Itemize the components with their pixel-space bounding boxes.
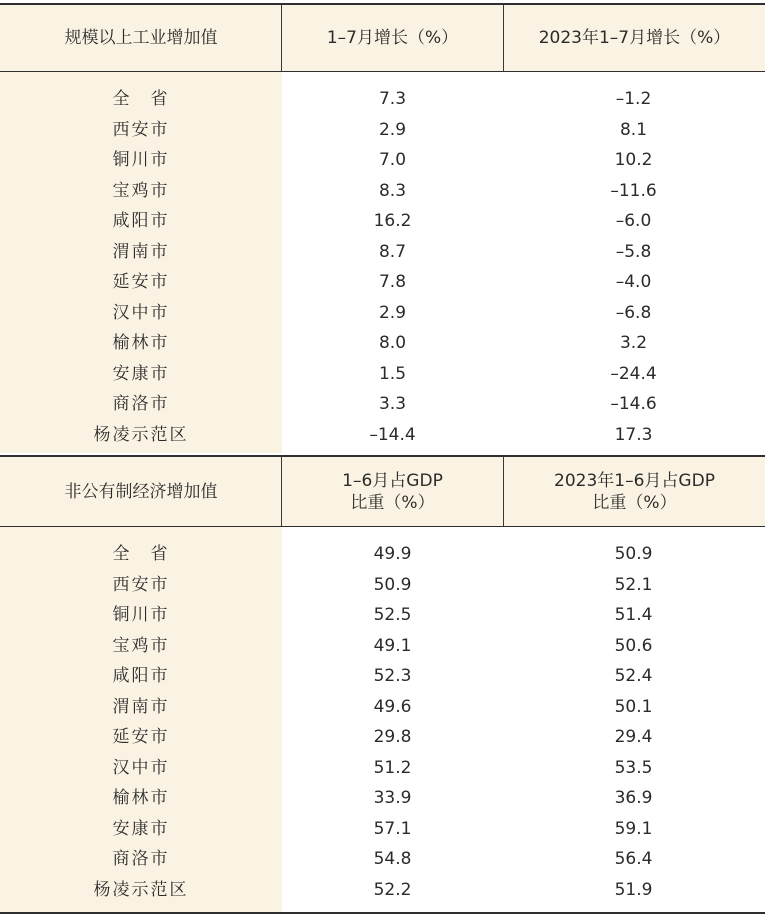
share-value: 49.6 bbox=[373, 696, 412, 717]
share-value: 52.2 bbox=[373, 879, 412, 900]
table-row bbox=[0, 570, 765, 601]
share-value: 51.2 bbox=[373, 757, 412, 778]
share-value: 57.1 bbox=[373, 818, 412, 839]
table1-header-growth bbox=[282, 5, 503, 71]
growth-value: 8.7 bbox=[378, 241, 407, 262]
growth-2023-value: –5.8 bbox=[615, 241, 652, 262]
growth-2023-value: –6.8 bbox=[615, 302, 652, 323]
table-row bbox=[0, 420, 765, 451]
table1-header-indicator-text: 规模以上工业增加值 bbox=[64, 28, 218, 48]
table2-body bbox=[0, 527, 765, 912]
table2-header-indicator-text: 非公有制经济增加值 bbox=[64, 481, 218, 502]
table1-header bbox=[0, 5, 765, 71]
share-2023-value: 52.4 bbox=[614, 666, 653, 686]
region-name: 榆林市 bbox=[112, 788, 170, 808]
share-value: 54.8 bbox=[373, 849, 412, 869]
table-row bbox=[0, 875, 765, 906]
region-name: 铜川市 bbox=[112, 150, 170, 170]
table1-body bbox=[0, 72, 765, 453]
region-name: 杨凌示范区 bbox=[93, 424, 189, 445]
region-name: 榆林市 bbox=[112, 333, 170, 353]
table-row bbox=[0, 176, 765, 207]
share-2023-value: 29.4 bbox=[614, 727, 653, 747]
growth-value: 8.3 bbox=[378, 180, 407, 201]
table-row bbox=[0, 328, 765, 359]
region-name: 商洛市 bbox=[112, 394, 170, 414]
region-name: 咸阳市 bbox=[112, 211, 170, 231]
region-name: 西安市 bbox=[112, 574, 170, 595]
table-row bbox=[0, 631, 765, 662]
share-2023-value: 36.9 bbox=[614, 788, 653, 808]
growth-2023-value: –24.4 bbox=[610, 363, 657, 384]
table1-header-growth-2023 bbox=[504, 5, 765, 71]
region-name: 宝鸡市 bbox=[112, 635, 170, 656]
table-row bbox=[0, 145, 765, 176]
share-2023-value: 50.6 bbox=[614, 635, 653, 656]
table-row bbox=[0, 389, 765, 420]
growth-2023-value: 8.1 bbox=[619, 119, 648, 140]
share-2023-value: 53.5 bbox=[614, 757, 653, 778]
region-name: 宝鸡市 bbox=[112, 180, 170, 201]
region-name: 铜川市 bbox=[112, 605, 170, 625]
table1-header-growth-2023-text: 2023年1–7月增长（%） bbox=[538, 28, 731, 48]
table2-header bbox=[0, 457, 765, 526]
table-row bbox=[0, 298, 765, 329]
table-row bbox=[0, 814, 765, 845]
share-value: 29.8 bbox=[373, 727, 412, 747]
table-row bbox=[0, 661, 765, 692]
region-name: 杨凌示范区 bbox=[93, 879, 189, 900]
growth-2023-value: 3.2 bbox=[619, 333, 648, 353]
table2-header-share-2023 bbox=[504, 457, 765, 526]
region-name: 延安市 bbox=[112, 727, 170, 747]
growth-value: 7.0 bbox=[378, 150, 407, 170]
growth-value: 16.2 bbox=[373, 211, 412, 231]
growth-2023-value: 10.2 bbox=[614, 150, 653, 170]
table-row bbox=[0, 359, 765, 390]
table-row bbox=[0, 237, 765, 268]
growth-value: 1.5 bbox=[378, 363, 407, 384]
region-name: 汉中市 bbox=[112, 302, 170, 323]
table-row bbox=[0, 844, 765, 875]
region-name: 汉中市 bbox=[112, 757, 170, 778]
share-2023-value: 51.4 bbox=[614, 605, 653, 625]
table-row bbox=[0, 206, 765, 237]
table2-header-share-2023-line2: 比重（%） bbox=[592, 492, 677, 513]
table-row bbox=[0, 753, 765, 784]
growth-2023-value: –14.6 bbox=[610, 394, 657, 414]
table2-bottom-rule bbox=[0, 912, 765, 914]
growth-value: 2.9 bbox=[378, 119, 407, 140]
growth-value: 2.9 bbox=[378, 302, 407, 323]
region-name: 渭南市 bbox=[112, 241, 170, 262]
growth-2023-value: –4.0 bbox=[615, 272, 652, 292]
region-name: 全 省 bbox=[112, 89, 170, 109]
region-name: 咸阳市 bbox=[112, 666, 170, 686]
table1-header-growth-text: 1–7月增长（%） bbox=[326, 28, 459, 48]
share-2023-value: 59.1 bbox=[614, 818, 653, 839]
growth-value: 7.3 bbox=[378, 89, 407, 109]
table-row bbox=[0, 84, 765, 115]
share-2023-value: 51.9 bbox=[614, 879, 653, 900]
region-name: 安康市 bbox=[112, 363, 170, 384]
region-name: 安康市 bbox=[112, 818, 170, 839]
table-row bbox=[0, 267, 765, 298]
region-name: 西安市 bbox=[112, 119, 170, 140]
share-value: 50.9 bbox=[373, 574, 412, 595]
table-row bbox=[0, 722, 765, 753]
table1-header-indicator bbox=[0, 5, 282, 71]
growth-2023-value: –11.6 bbox=[610, 180, 657, 201]
table2-header-share-line2: 比重（%） bbox=[350, 492, 435, 513]
share-value: 49.9 bbox=[373, 544, 412, 564]
growth-value: 3.3 bbox=[378, 394, 407, 414]
growth-2023-value: 17.3 bbox=[614, 424, 653, 445]
growth-value: 7.8 bbox=[378, 272, 407, 292]
region-name: 延安市 bbox=[112, 272, 170, 292]
table-row bbox=[0, 539, 765, 570]
growth-value: 8.0 bbox=[378, 333, 407, 353]
table2-header-share-line1: 1–6月占GDP bbox=[342, 470, 443, 491]
table2-header-share bbox=[282, 457, 503, 526]
table2-header-share-2023-line1: 2023年1–6月占GDP bbox=[554, 470, 715, 491]
region-name: 商洛市 bbox=[112, 849, 170, 869]
table-row bbox=[0, 692, 765, 723]
growth-value: –14.4 bbox=[369, 424, 416, 445]
table-row bbox=[0, 600, 765, 631]
share-value: 49.1 bbox=[373, 635, 412, 656]
table-row bbox=[0, 783, 765, 814]
growth-2023-value: –1.2 bbox=[615, 89, 652, 109]
share-2023-value: 52.1 bbox=[614, 574, 653, 595]
table-row bbox=[0, 115, 765, 146]
share-2023-value: 50.9 bbox=[614, 544, 653, 564]
growth-2023-value: –6.0 bbox=[615, 211, 652, 231]
share-2023-value: 56.4 bbox=[614, 849, 653, 869]
share-value: 33.9 bbox=[373, 788, 412, 808]
share-value: 52.3 bbox=[373, 666, 412, 686]
table2-header-indicator bbox=[0, 457, 282, 526]
share-value: 52.5 bbox=[373, 605, 412, 625]
region-name: 渭南市 bbox=[112, 696, 170, 717]
region-name: 全 省 bbox=[112, 544, 170, 564]
share-2023-value: 50.1 bbox=[614, 696, 653, 717]
